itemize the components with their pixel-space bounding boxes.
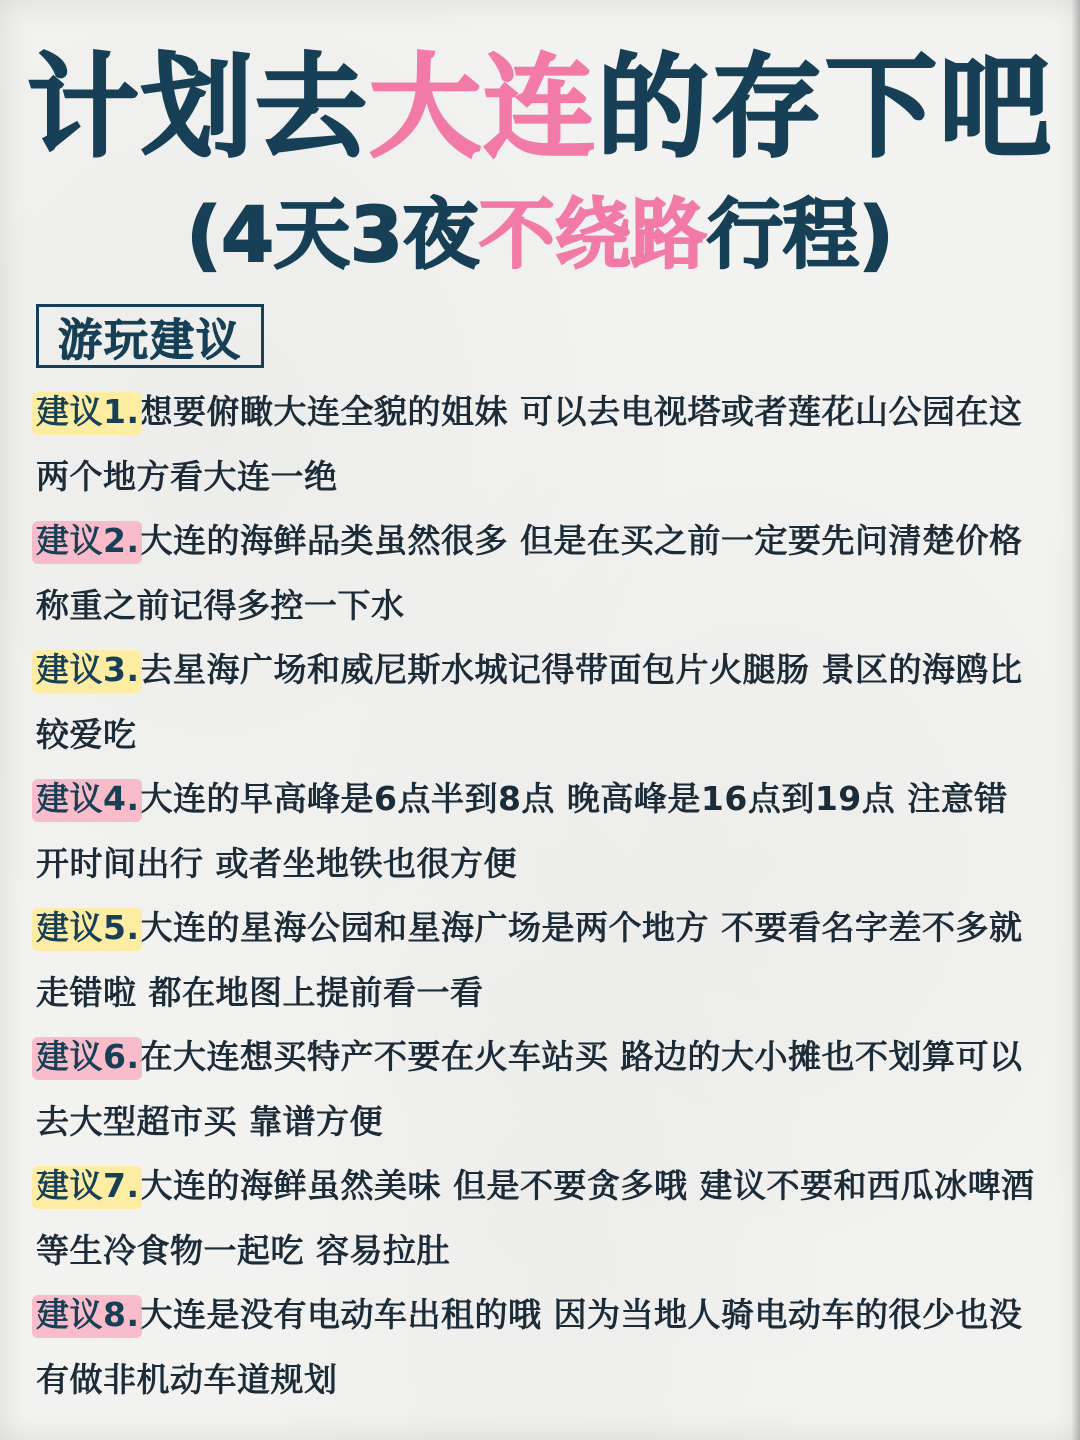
tip-item-3 xyxy=(36,638,1036,767)
tip-text: 大连的早高峰是6点半到8点 晚高峰是16点到19点 注意错开时间出行 或者坐地铁也很方便 xyxy=(36,779,1008,883)
tip-label: 建议8. xyxy=(36,1283,140,1348)
tip-label: 建议4. xyxy=(36,767,140,832)
tip-item-8 xyxy=(36,1283,1036,1412)
tip-item-2 xyxy=(36,509,1036,638)
page-subtitle xyxy=(0,190,1080,280)
tip-item-4 xyxy=(36,767,1036,896)
tip-item-6 xyxy=(36,1025,1036,1154)
tip-text: 想要俯瞰大连全貌的姐妹 可以去电视塔或者莲花山公园在这两个地方看大连一绝 xyxy=(36,392,1023,496)
tip-text: 大连的海鲜品类虽然很多 但是在买之前一定要先问清楚价格 称重之前记得多控一下水 xyxy=(36,521,1023,625)
tips-list xyxy=(36,380,1036,1412)
title-line2-highlight: 不绕路 xyxy=(478,190,707,279)
tip-text: 大连是没有电动车出租的哦 因为当地人骑电动车的很少也没有做非机动车道规划 xyxy=(36,1295,1023,1399)
section-header-box xyxy=(36,304,264,368)
tip-text: 去星海广场和威尼斯水城记得带面包片火腿肠 景区的海鸥比较爱吃 xyxy=(36,650,1023,754)
tip-label: 建议3. xyxy=(36,638,140,703)
tip-item-1 xyxy=(36,380,1036,509)
tip-label: 建议2. xyxy=(36,509,140,574)
title-line1-pre: 计划去 xyxy=(27,43,369,173)
tip-label: 建议5. xyxy=(36,896,140,961)
tip-label: 建议6. xyxy=(36,1025,140,1090)
tip-item-5 xyxy=(36,896,1036,1025)
title-line2-pre: (4天3夜 xyxy=(186,190,479,279)
tip-text: 大连的海鲜虽然美味 但是不要贪多哦 建议不要和西瓜冰啤酒等生冷食物一起吃 容易拉肚 xyxy=(36,1166,1035,1270)
tip-label: 建议7. xyxy=(36,1154,140,1219)
title-line1-highlight: 大连 xyxy=(369,43,597,173)
tip-text: 大连的星海公园和星海广场是两个地方 不要看名字差不多就走错啦 都在地图上提前看一看 xyxy=(36,908,1023,1012)
title-line2-post: 行程) xyxy=(706,190,894,279)
title-line1-post: 的存下吧 xyxy=(597,43,1053,173)
page-title xyxy=(0,43,1080,173)
tip-text: 在大连想买特产不要在火车站买 路边的大小摊也不划算可以去大型超市买 靠谱方便 xyxy=(36,1037,1023,1141)
tip-label: 建议1. xyxy=(36,380,140,445)
section-label: 游玩建议 xyxy=(58,315,242,366)
tip-item-7 xyxy=(36,1154,1036,1283)
